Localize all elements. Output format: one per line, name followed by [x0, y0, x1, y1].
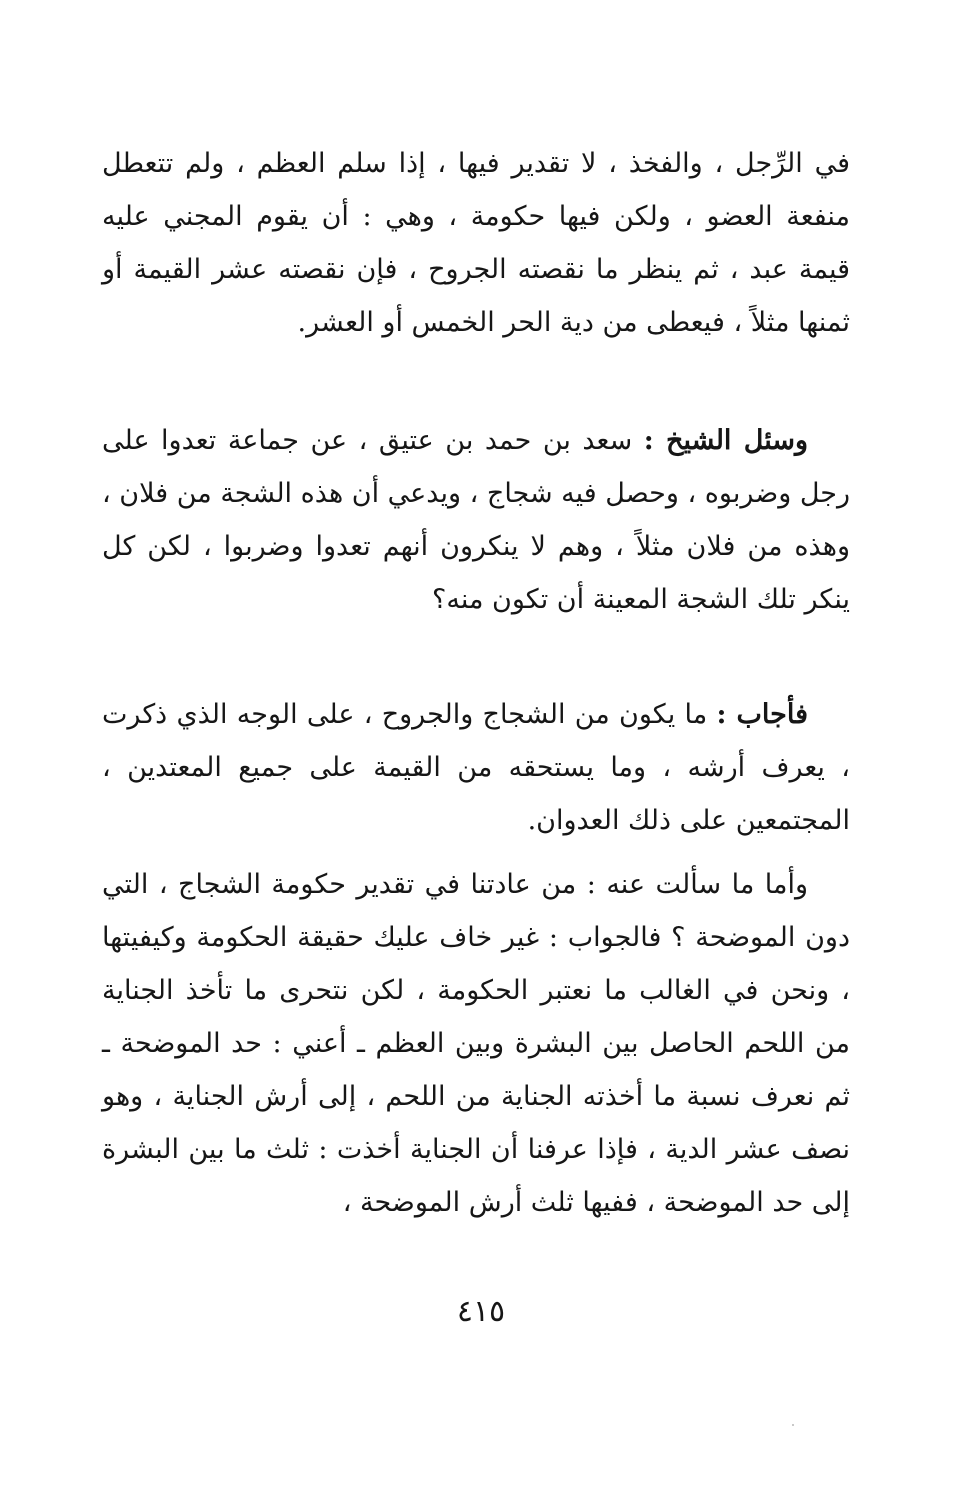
paragraph-3-lead: فأجاب :: [716, 699, 808, 730]
paragraph-3-body: [102, 688, 850, 847]
paragraph-3-text: ما يكون من الشجاج والجروح ، على الوجه الذي ذكرت ، يعرف أرشه ، وما يستحقه من القيمة على جميع المعتدين ، المجتمعين على ذلك العدوان.: [102, 699, 850, 836]
paragraph-2-lead: وسئل الشيخ :: [643, 425, 808, 456]
scan-speck: [792, 1424, 794, 1426]
paragraph-4: [102, 858, 850, 1229]
paragraph-2-body: [102, 414, 850, 626]
paragraph-2: [102, 414, 850, 626]
paragraph-3: [102, 688, 850, 847]
page-number: ٤١٥: [456, 1294, 506, 1329]
paragraph-2-text: سعد بن حمد بن عتيق ، عن جماعة تعدوا على رجل وضربوه ، وحصل فيه شجاج ، ويدعي أن هذه الشجة من فلان ، وهذه من فلان مثلاً ، وهم لا ينكرون أنهم تعدوا وضربوا ، لكن كل ينكر تلك الشجة المعينة أن تكون منه؟: [102, 425, 850, 615]
paragraph-4-text: وأما ما سألت عنه : من عادتنا في تقدير حكومة الشجاج ، التي دون الموضحة ؟ فالجواب : غير خاف عليك حقيقة الحكومة وكيفيتها ، ونحن في الغالب ما نعتبر الحكومة ، لكن نتحرى ما تأخذ الجناية من اللحم الحاصل بين البشرة وبين العظم ـ أعني : حد الموضحة ـ ثم نعرف نسبة ما أخذته الجناية من اللحم ، إلى أرش الجناية ، وهو نصف عشر الدية ، فإذا عرفنا أن الجناية أخذت : ثلث ما بين البشرة إلى حد الموضحة ، ففيها ثلث أرش الموضحة ،: [102, 869, 850, 1218]
paragraph-1-text: في الرِّجل ، والفخذ ، لا تقدير فيها ، إذا سلم العظم ، ولم تتعطل منفعة العضو ، ولكن فيها حكومة ، وهي : أن يقوم المجني عليه قيمة عبد ، ثم ينظر ما نقصته الجروح ، فإن نقصته عشر القيمة أو ثمنها مثلاً ، فيعطى من دية الحر الخمس أو العشر.: [102, 148, 850, 338]
paragraph-1: [102, 137, 850, 349]
